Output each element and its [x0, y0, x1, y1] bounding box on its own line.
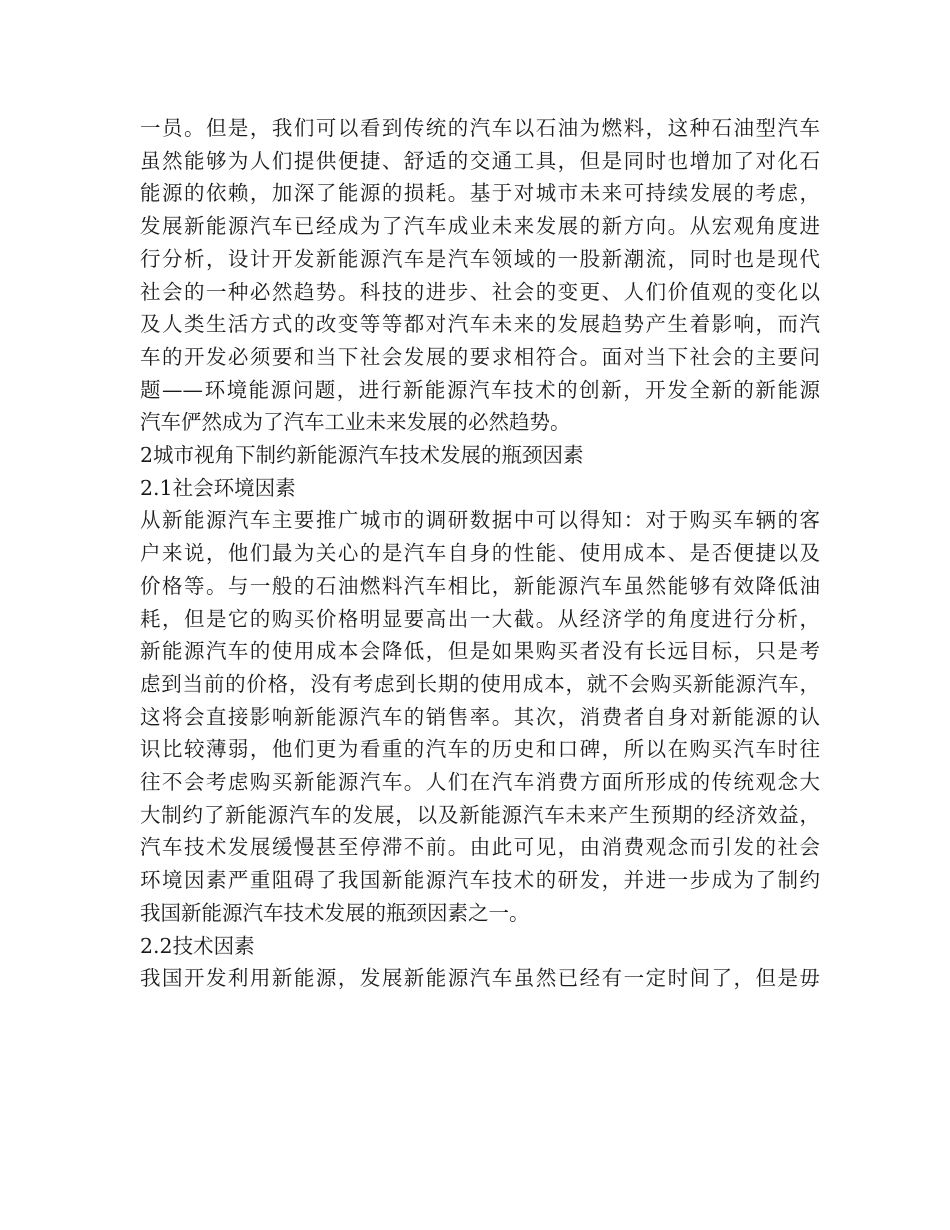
text-line: 题——环境能源问题，进行新能源汽车技术的创新，开发全新的新能源: [140, 377, 820, 402]
text-line: 虽然能够为人们提供便捷、舒适的交通工具，但是同时也增加了对化石: [140, 148, 820, 173]
text-line: 我国开发利用新能源，发展新能源汽车虽然已经有一定时间了，但是毋: [140, 966, 820, 991]
subsection-heading: 2.2技术因素: [140, 933, 255, 958]
text-line: 大制约了新能源汽车的发展，以及新能源汽车未来产生预期的经济效益，: [140, 802, 820, 827]
text-line: 一员。但是，我们可以看到传统的汽车以石油为燃料，这种石油型汽车: [140, 116, 820, 140]
document-body: [140, 112, 820, 995]
text-line: 这将会直接影响新能源汽车的销售率。其次，消费者自身对新能源的认: [140, 704, 820, 729]
text-line-paragraph-end: 汽车俨然成为了汽车工业未来发展的必然趋势。: [140, 410, 571, 435]
text-line: 行分析，设计开发新能源汽车是汽车领域的一股新潮流，同时也是现代: [140, 246, 820, 271]
text-line: 往不会考虑购买新能源汽车。人们在汽车消费方面所形成的传统观念大: [140, 770, 820, 795]
text-line: 环境因素严重阻碍了我国新能源汽车技术的研发，并进一步成为了制约: [140, 868, 820, 893]
subsection-heading: 2.1社会环境因素: [140, 475, 296, 500]
section-heading: 2城市视角下制约新能源汽车技术发展的瓶颈因素: [140, 443, 584, 468]
text-line: 户来说，他们最为关心的是汽车自身的性能、使用成本、是否便捷以及: [140, 541, 820, 566]
text-line-paragraph-end: 我国新能源汽车技术发展的瓶颈因素之一。: [140, 900, 530, 925]
text-line: 识比较薄弱，他们更为看重的汽车的历史和口碑，所以在购买汽车时往: [140, 737, 820, 762]
text-line: 车的开发必须要和当下社会发展的要求相符合。面对当下社会的主要问: [140, 344, 820, 369]
text-line: 发展新能源汽车已经成为了汽车成业未来发展的新方向。从宏观角度进: [140, 214, 820, 239]
text-line: 价格等。与一般的石油燃料汽车相比，新能源汽车虽然能够有效降低油: [140, 573, 820, 598]
text-line: 社会的一种必然趋势。科技的进步、社会的变更、人们价值观的变化以: [140, 279, 820, 304]
text-line: 及人类生活方式的改变等等都对汽车未来的发展趋势产生着影响，而汽: [140, 312, 820, 337]
text-line: 新能源汽车的使用成本会降低，但是如果购买者没有长远目标，只是考: [140, 639, 820, 664]
text-line: 能源的依赖，加深了能源的损耗。基于对城市未来可持续发展的考虑，: [140, 181, 820, 206]
text-line: 从新能源汽车主要推广城市的调研数据中可以得知：对于购买车辆的客: [140, 508, 820, 533]
text-line: 耗，但是它的购买价格明显要高出一大截。从经济学的角度进行分析，: [140, 606, 820, 631]
text-line: 汽车技术发展缓慢甚至停滞不前。由此可见，由消费观念而引发的社会: [140, 835, 820, 860]
text-line: 虑到当前的价格，没有考虑到长期的使用成本，就不会购买新能源汽车，: [140, 671, 820, 696]
